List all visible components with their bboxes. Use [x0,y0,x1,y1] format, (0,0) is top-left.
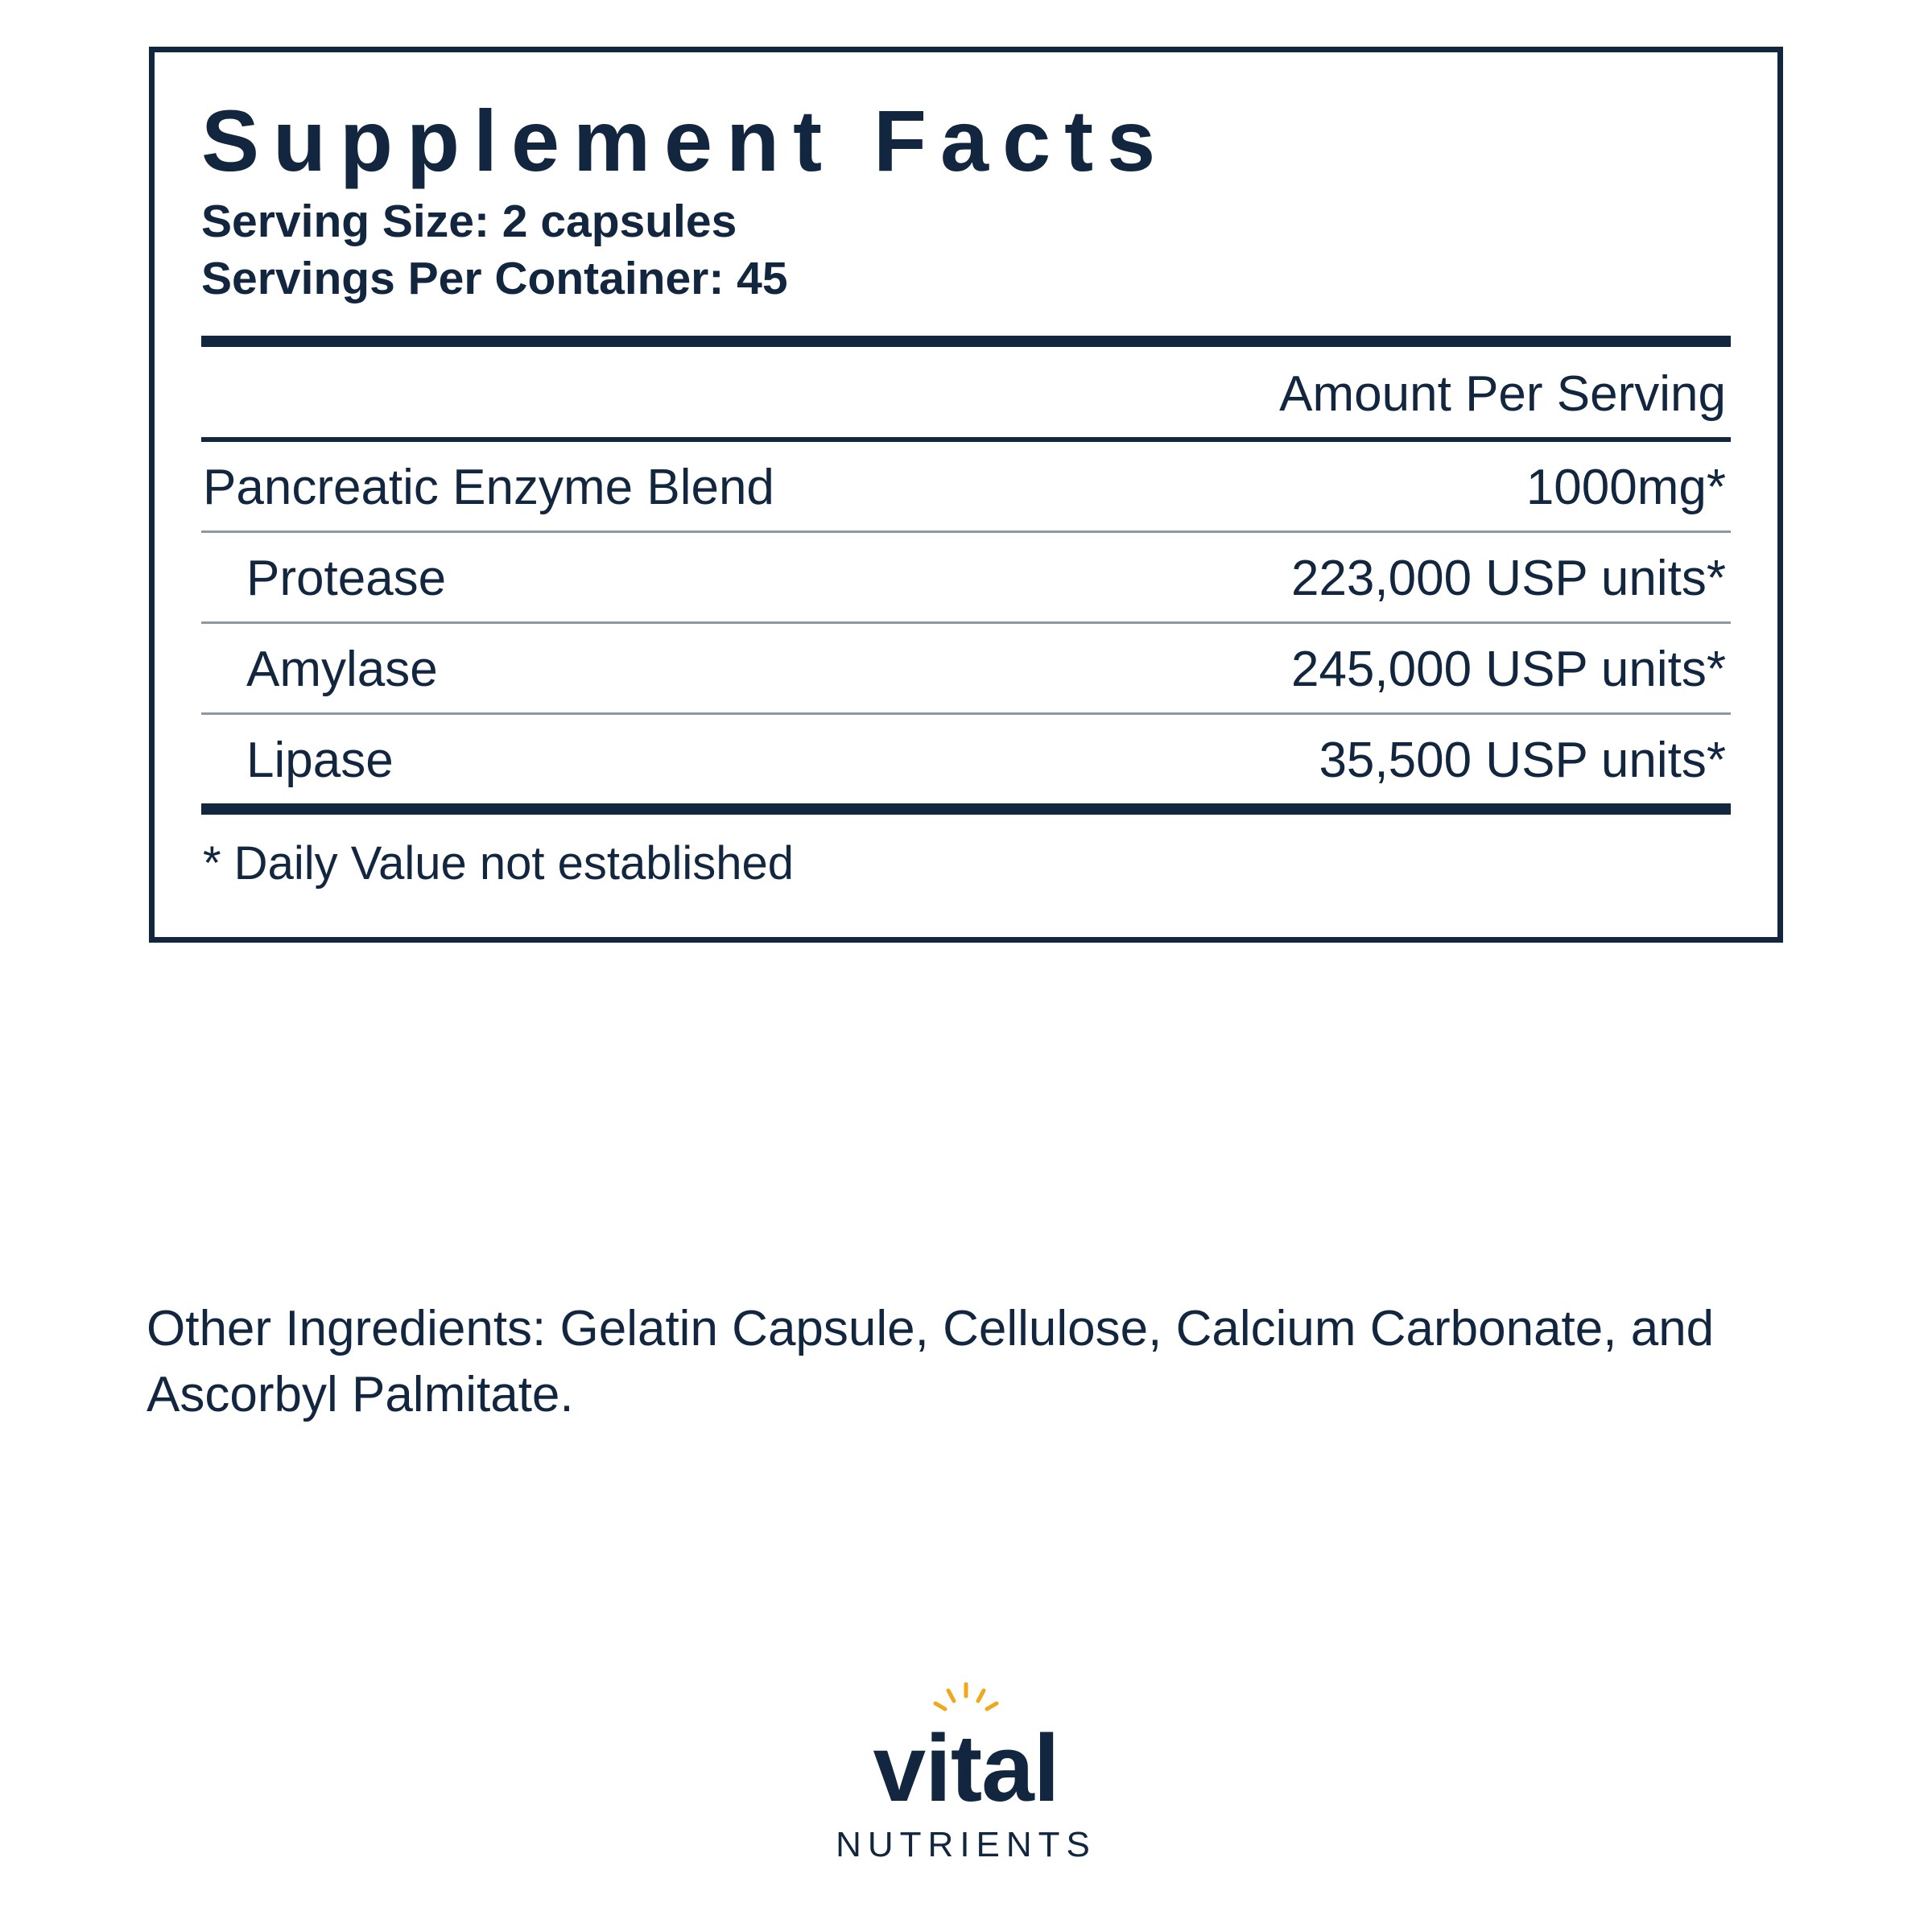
nutrient-amount: 245,000 USP units* [1290,642,1726,698]
nutrient-name: Pancreatic Enzyme Blend [203,460,774,516]
brand-logo [0,1682,1932,1863]
logo-subtext: NUTRIENTS [836,1825,1096,1864]
nutrient-name: Lipase [246,733,394,789]
serving-size-text: Serving Size: 2 capsules [201,195,737,247]
nutrient-name: Protease [246,551,447,607]
amount-per-serving-header: Amount Per Serving [1279,366,1726,423]
table-row [201,533,1731,621]
nutrient-amount: 1000mg* [1525,460,1726,516]
daily-value-footnote: * Daily Value not established [203,837,795,890]
logo-wordmark: vital [873,1715,1059,1822]
divider-thick-top [201,336,1731,347]
table-row [201,442,1731,530]
nutrient-amount: 35,500 USP units* [1319,733,1726,789]
supplement-facts-panel [149,47,1783,943]
sun-burst-icon [886,1682,1046,1719]
nutrient-amount: 223,000 USP units* [1290,551,1726,607]
page-title: Supplement Facts [201,92,1170,189]
table-row [201,715,1731,803]
other-ingredients-text: Other Ingredients: Gelatin Capsule, Cellulose, Calcium Carbonate, and Ascorbyl Palmitate. [147,1301,1715,1422]
divider-thick-bottom [201,803,1731,815]
servings-per-container-text: Servings Per Container: 45 [201,253,788,305]
table-row [201,624,1731,712]
nutrient-name: Amylase [246,642,438,698]
